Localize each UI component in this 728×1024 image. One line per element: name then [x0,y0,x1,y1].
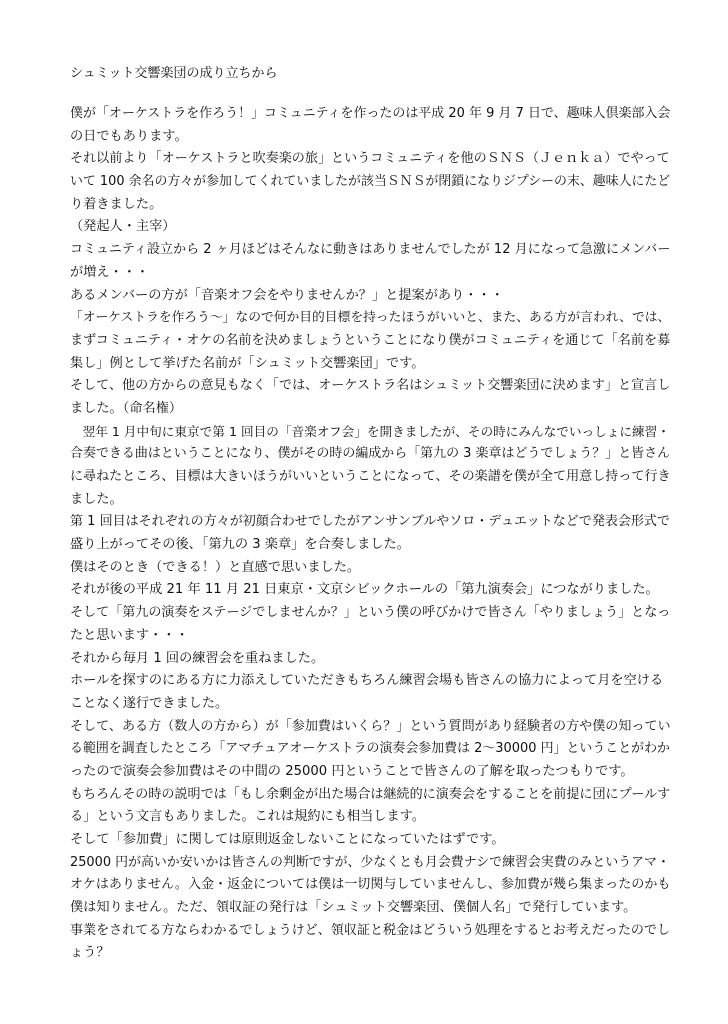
text-line: 25000 円が高いか安いかは皆さんの判断ですが、少なくとも月会費ナシで練習会実費のみというアマ・ [70,854,670,870]
document-body [70,103,670,965]
text-line: そして「参加費」に関しては原則返金しないことになっていたはずです。 [70,832,505,847]
text-line: そして、ある方（数人の方から）が「参加費はいくら？」という質問があり経験者の方や僕の知ってい [70,718,671,734]
text-line: そして「第九の演奏をステージでしませんか？」という僕の呼びかけで皆さん「やりましょう」となっ [70,605,671,621]
text-line: ました。（命名権） [70,400,183,416]
text-line: もちろんその時の説明では「もし余剰金が出た場合は継続的に演奏会をすることを前提に団にプールす [70,786,671,802]
text-line: たと思います・・・ [70,627,189,643]
text-line: それが後の平成 21 年 11 月 21 日東京・文京シビックホールの「第九演奏会」につながりました。 [70,582,659,598]
text-line: 翌年 1 月中旬に東京で第 1 回目の「音楽オフ会」を開きましたが、その時にみんなでいっしょに練習・ [70,423,670,439]
text-line: 僕が「オーケストラを作ろう！」コミュニティを作ったのは平成 20 年 9 月 7 日で、趣味人倶楽部入会 [70,106,671,121]
text-line: 事業をされてる方ならわかるでしょうけど、領収証と税金はどういう処理をするとお考えだったのでし [70,922,671,938]
text-line: 第 1 回目はそれぞれの方々が初顔合わせでしたがアンサンブルやソロ・デュエットなどで発表会形式で [70,514,670,530]
text-line: それ以前より「オーケストラと吹奏楽の旅」というコミュニティを他のＳＮＳ（Ｊｅｎｋａ）でやって [70,151,670,167]
text-line: 僕はそのとき（できる！）と直感で思いました。 [70,559,361,575]
text-line: が増え・・・ [70,264,150,280]
text-line: 盛り上がってその後、「第九の 3 楽章」を合奏しました。 [70,537,410,553]
text-line: ホールを探すのにある方に力添えしていただきもちろん練習会場も皆さんの協力によって月を空ける [70,673,664,689]
text-line: に尋ねたところ、目標は大きいほうがいいということになって、その楽譜を僕が全て用意し持って行き [70,469,671,484]
text-line: る」という文言もありました。これは規約にも相当します。 [70,809,426,825]
text-line: 集し」例として挙げた名前が「シュミット交響楽団」です。 [70,355,425,371]
text-line: そして、他の方からの意見もなく「では、オーケストラ名はシュミット交響楽団に決めます」と宣言し [70,378,671,394]
text-line: ことなく遂行できました。 [70,695,229,711]
text-line: 合奏できる曲はということになり、僕がその時の編成から「第九の 3 楽章はどうでしょう？」と皆さん [70,446,671,462]
text-line: る範囲を調査したところ「アマチュアオーケストラの演奏会参加費は 2～30000 円」ということがわか [70,741,670,757]
document-title: シュミット交響楽団の成り立ちから [70,66,278,81]
text-line: 「オーケストラを作ろう～」なので何か目的目標を持ったほうがいいと、また、ある方が言われ、では、 [70,310,671,326]
text-line: あるメンバーの方が「音楽オフ会をやりませんか？」と提案があり・・・ [70,287,504,303]
text-line: まずコミュニティ・オケの名前を決めましょうということになり僕がコミュニティを通じて「名前を募 [70,332,671,348]
text-line: の日でもあります。 [70,128,188,144]
text-line: 僕は知りません。ただ、領収証の発行は「シュミット交響楽団、僕個人名」で発行しています。 [70,900,637,916]
text-line: ょう？ [70,945,110,961]
text-line: ったので演奏会参加費はその中間の 25000 円ということで皆さんの了解を取ったつもりです。 [70,763,634,779]
text-line: いて 100 余名の方々が参加してくれていましたが該当ＳＮＳが閉鎖になりジプシーの末、趣味人にたど [70,174,671,190]
text-line: （発起人・主宰） [70,219,176,235]
text-line: コミュニティ設立から 2 ヶ月ほどはそんなに動きはありませんでしたが 12 月になって急激にメンバー [70,242,671,258]
text-line: り着きました。 [70,196,163,212]
text-line: それから毎月 1 回の練習会を重ねました。 [70,650,325,666]
text-line: ました。 [70,491,123,507]
text-line: オケはありません。入金・返金については僕は一切関与していませんし、参加費が幾ら集まったのかも [70,877,671,893]
